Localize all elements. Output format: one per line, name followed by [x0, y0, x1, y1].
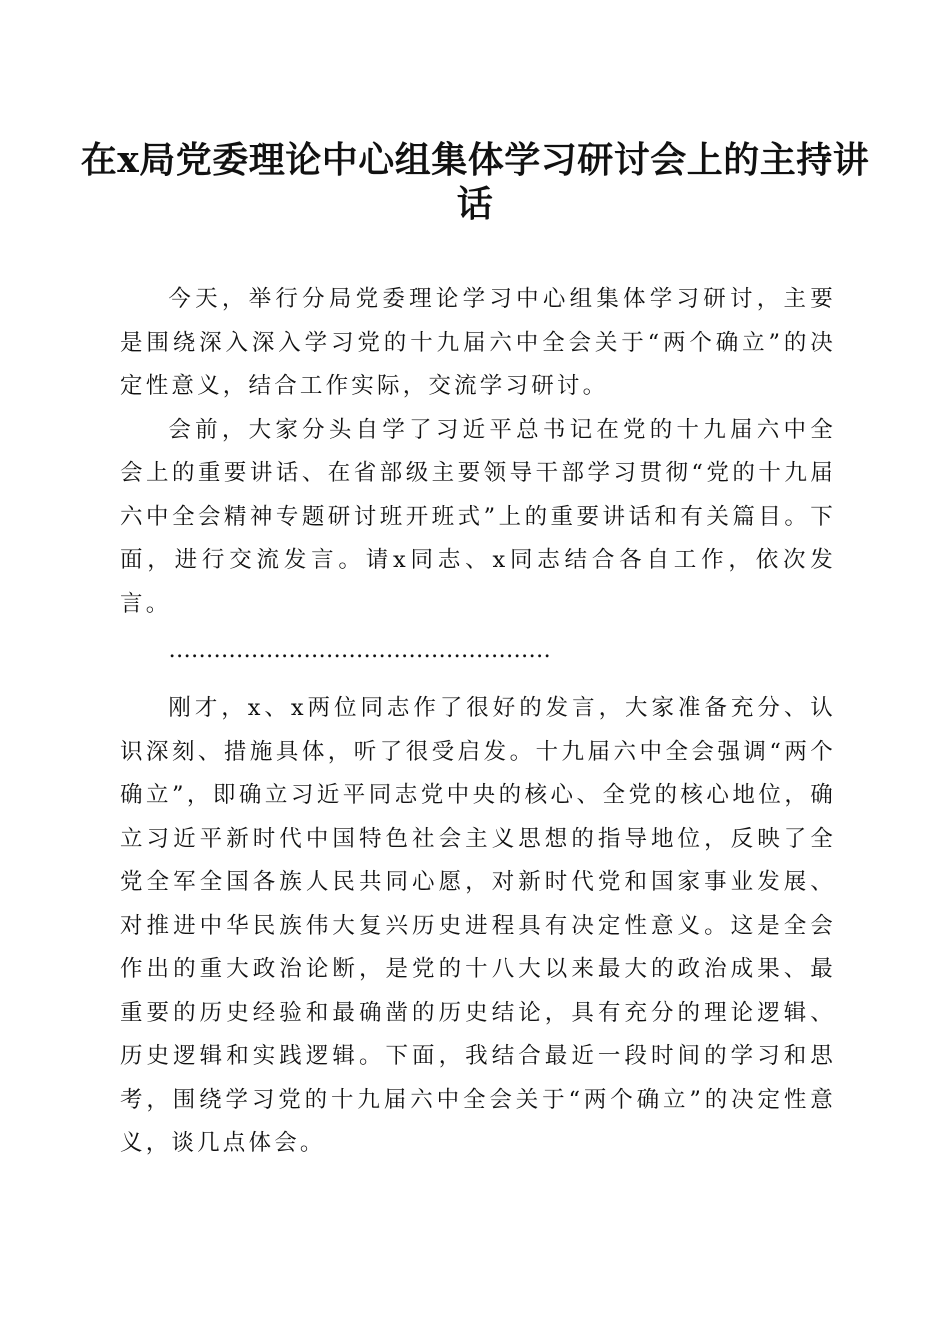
document-body: [120, 278, 836, 1166]
paragraph-summary: 刚才，x、x两位同志作了很好的发言，大家准备充分、认识深刻、措施具体，听了很受启发。十九届六中全会强调“两个确立”，即确立习近平同志党中央的核心、全党的核心地位，确立习近平新时代中国特色社会主义思想的指导地位，反映了全党全军全国各族人民共同心愿，对新时代党和国家事业发展、对推进中华民族伟大复兴历史进程具有决定性意义。这是全会作出的重大政治论断，是党的十八大以来最大的政治成果、最重要的历史经验和最确凿的历史结论，具有充分的理论逻辑、历史逻辑和实践逻辑。下面，我结合最近一段时间的学习和思考，围绕学习党的十九届六中全会关于“两个确立”的决定性意义，谈几点体会。: [120, 695, 836, 1156]
paragraph-preparation: 会前，大家分头自学了习近平总书记在党的十九届六中全会上的重要讲话、在省部级主要领导干部学习贯彻“党的十九届六中全会精神专题研讨班开班式”上的重要讲话和有关篇目。下面，进行交流发言。请x同志、x同志结合各自工作，依次发言。: [120, 416, 836, 617]
document-title: 在x局党委理论中心组集体学习研讨会上的主持讲话: [80, 139, 870, 225]
section-separator: ……………………………………………: [168, 637, 551, 663]
paragraph-opening: 今天，举行分局党委理论学习中心组集体学习研讨，主要是围绕深入深入学习党的十九届六中全会关于“两个确立”的决定性意义，结合工作实际，交流学习研讨。: [120, 286, 836, 399]
